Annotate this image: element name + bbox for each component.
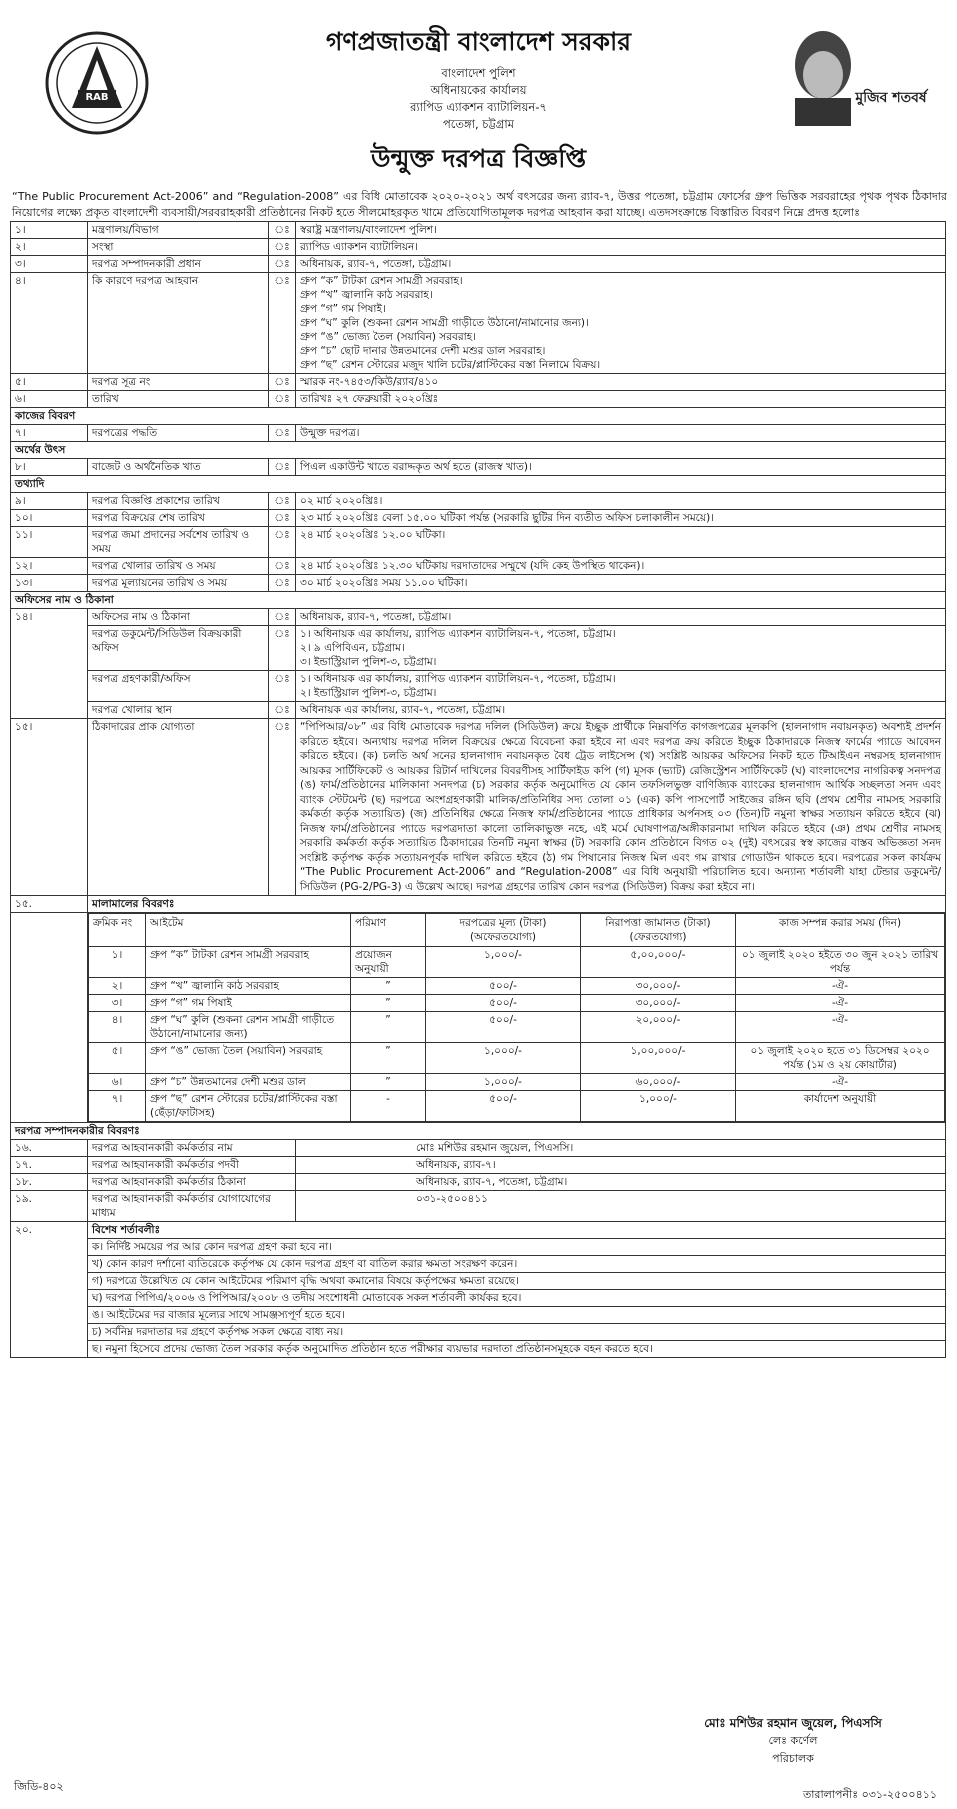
condition-row xyxy=(11,1341,946,1358)
row-label: দরপত্র সম্পাদনকারী প্রধান xyxy=(88,256,269,273)
row-number: ১২। xyxy=(11,558,88,575)
table-row xyxy=(11,609,946,626)
condition-item: গ) দরপত্রে উল্লেখিত যে কোন আইটেমের পরিমাণ বৃদ্ধি অথবা কমানোর বিষয়ে কর্তৃপক্ষের ক্ষমতা রয়েছে। xyxy=(88,1273,946,1290)
row-value xyxy=(296,671,946,702)
spacer xyxy=(11,913,88,1123)
row-number: ৬। xyxy=(11,391,88,408)
item-security: ২০,০০০/- xyxy=(581,1012,736,1043)
item-time: -ঐ- xyxy=(736,995,945,1012)
item-time: -ঐ- xyxy=(736,978,945,995)
item-row xyxy=(89,1074,945,1091)
colon: ঃ xyxy=(269,702,296,719)
row-number: ১৩। xyxy=(11,575,88,592)
row-value: ০২ মার্চ ২০২০খ্রিঃ। xyxy=(296,493,946,510)
header-line-battalion: র‍্যাপিড এ্যাকশন ব্যাটালিয়ন-৭ xyxy=(410,100,547,114)
row-value: স্বরাষ্ট্র মন্ত্রণালয়/বাংলাদেশ পুলিশ। xyxy=(296,222,946,239)
header-line-police: বাংলাদেশ পুলিশ xyxy=(441,66,516,80)
row-label: অফিসের নাম ও ঠিকানা xyxy=(88,609,269,626)
colon: ঃ xyxy=(269,273,296,374)
items-title: মালামালের বিবরণঃ xyxy=(88,896,946,913)
table-row xyxy=(11,256,946,273)
row-label: দরপত্র বিজ্ঞপ্তি প্রকাশের তারিখ xyxy=(88,493,269,510)
colon: ঃ xyxy=(269,626,296,671)
col-header: পরিমাণ xyxy=(351,914,426,947)
item-price: ৫০০/- xyxy=(426,995,581,1012)
row-number: ১৯. xyxy=(11,1191,88,1222)
table-row xyxy=(11,626,946,671)
table-row xyxy=(11,239,946,256)
row-value: তারিখঃ ২৭ ফেব্রুয়ারী ২০২০খ্রিঃ xyxy=(296,391,946,408)
header xyxy=(0,0,957,185)
condition-row xyxy=(11,1324,946,1341)
conditions-title: বিশেষ শর্তাবলীঃ xyxy=(88,1222,946,1239)
qualification-text: “পিপিআর/০৮” এর বিধি মোতাবেক দরপত্র দলিল (সিডিউল) ক্রয়ে ইচ্ছুক প্রার্থীকে নিম্নবর্ণিত কাগজপত্রের মূলকপি (হালনাগাদ নবায়নকৃত) অবশ্যই প্রদর্শন করিতে হইবে। অন্যথায় দরপত্র দলিল বিক্রয়ের ক্ষেত্রে বিবেচনা করা হইবে না এবং দরপত্র ক্রয় করিতে ইচ্ছুক ঠিকাদারকে নিজস্ব ফার্মের প্যাডে আবেদন করিতে হইবে। (ক) চলতি অর্থ সনের হালনাগাদ নবায়নকৃত বৈধ ট্রেড লাইসেন্স (খ) সংশ্লিষ্ট আয়কর অফিসের নিকট হতে টিআইএন নম্বরসহ হালনাগাদ আয়কর সার্টিফিকেট ও আয়কর রিটার্ন দাখিলের বিবরণীসহ সার্টিফাইড কপি (গ) মূসক (ভ্যাট) রেজিস্ট্রেশন সার্টিফিকেট (ঘ) বাংলাদেশের নাগরিকত্ব সনদপত্র (ঙ) ফার্ম/প্রতিষ্ঠানের মালিকানা সনদপত্র (চ) সরকার কর্তৃক অনুমোদিত যে কোন তফসিলভুক্ত বাণিজ্যিক ব্যাংকের হালনাগাদ আর্থিক সচ্ছলতা সনদ এবং ব্যাংক স্টেটমেন্ট (ছ) দরপত্রে অংশগ্রহণকারী মালিক/প্রতিনিধির সদ্য তোলা ০১ (এক) কপি পাসপোর্ট সাইজের রঙ্গিন ছবি (প্রথম শ্রেণীর নামসহ সরকারি কর্মকর্তা কর্তৃক সত্যায়িত) (জ) প্রতিনিধির ক্ষেত্রে নিজস্ব ফার্ম/প্রতিষ্ঠানের প্যাডে প্রাধিকার অর্পনসহ ০৩ (তিন)টি নমুনা স্বাক্ষর সত্যায়ন করিতে হইবে (ঝ) নিজস্ব ফার্ম/প্রতিষ্ঠানের প্যাডে দরপত্রদাতা কালো তালিকাভুক্ত নহে, এই মর্মে ঘোষণাপত্র/অঙ্গীকারনামা দাখিল করিতে হইবে (ঞ) প্রথম শ্রেণীর নামসহ সরকারি কর্মকর্তা কর্তৃক সত্যায়িত ঠিকাদারের তিনটি নমুনা স্বাক্ষর (ট) সরকারি কোন প্রতিষ্ঠানে বিগত ০২ (দুই) বৎসরের স্বস্ব কাজের বাস্তব অভিজ্ঞতা সনদ সংশ্লিষ্ট কর্তৃপক্ষ কর্তৃক সত্যায়নপূর্বক দাখিল করিতে হইবে (ঠ) গম পিষানোর নিজস্ব মিল এবং গম রাখার গোডাউন থাকতে হবে। দরপত্রের সকল কার্যক্রম “The Public Procurement Act-2006” and “Regulation-2008” এর বিধি অনুযায়ী পরিচালিত হবে। অন্যান্য শর্তাবলী যাহা টেন্ডার ডকুমেন্ট/সিডিউল (PG-2/PG-3) এ উল্লেখ আছে। দরপত্র গ্রহণের তারিখ কোন দরপত্র (সিডিউল) বিক্রয় করা হইবে না। xyxy=(296,719,946,896)
item-name: গ্রুপ “ক” টাটকা রেশন সামগ্রী সরবরাহ xyxy=(146,947,351,978)
row-label: দরপত্র আহবানকারী কর্মকর্তার ঠিকানা xyxy=(88,1174,296,1191)
row-number: ৪। xyxy=(11,273,88,374)
item-name: গ্রুপ “ঙ” ভোজ্য তৈল (সয়াবিন) সরবরাহ xyxy=(146,1043,351,1074)
svg-text:RAB: RAB xyxy=(85,92,109,103)
table-row xyxy=(11,575,946,592)
colon: ঃ xyxy=(269,527,296,558)
details-table xyxy=(10,221,946,1358)
item-price: ৫০০/- xyxy=(426,1012,581,1043)
table-row xyxy=(11,896,946,913)
item-row xyxy=(89,978,945,995)
office-item: ২। ৯ এপিবিএন, চট্টগ্রাম। xyxy=(300,642,405,654)
row-number: ৭। xyxy=(11,425,88,442)
row-label: কি কারণে দরপত্র আহবান xyxy=(88,273,269,374)
row-label: দরপত্র আহবানকারী কর্মকর্তার পদবী xyxy=(88,1157,296,1174)
item-row xyxy=(89,1091,945,1122)
row-label: মন্ত্রণালয়/বিভাগ xyxy=(88,222,269,239)
row-number: ১০। xyxy=(11,510,88,527)
row-label: ঠিকাদারের প্রাক যোগ্যতা xyxy=(88,719,269,896)
table-row xyxy=(11,1222,946,1239)
condition-item: ঙ। আইটেমের দর বাজার মূল্যের সাথে সামঞ্জস্যপূর্ণ হতে হবে। xyxy=(88,1307,946,1324)
groups-list xyxy=(296,273,946,374)
colon: ঃ xyxy=(269,609,296,626)
col-header: কাজ সম্পন্ন করার সময় (দিন) xyxy=(736,914,945,947)
row-number: ১৮. xyxy=(11,1174,88,1191)
condition-item: খ) কোন কারণ দর্শানো ব্যতিরেকে কর্তৃপক্ষ যে কোন দরপত্র গ্রহণ বা বাতিল করার ক্ষমতা সংরক্ষণ করেন। xyxy=(88,1256,946,1273)
item-time: ০১ জুলাই ২০২০ হইতে ৩০ জুন ২০২১ তারিখ পর্যন্ত xyxy=(736,947,945,978)
signatory-designation: পরিচালক xyxy=(772,1752,814,1765)
item-security: ৩০,০০০/- xyxy=(581,978,736,995)
phone-number: তারালাপনীঃ ০৩১-২৫০০৪১১ xyxy=(802,1788,937,1801)
item-sl: ৪। xyxy=(89,1012,146,1043)
notice-title: উন্মুক্ত দরপত্র বিজ্ঞপ্তি xyxy=(370,144,586,173)
item-security: ১,০০,০০০/- xyxy=(581,1043,736,1074)
row-number: ১৭. xyxy=(11,1157,88,1174)
colon: ঃ xyxy=(269,671,296,702)
row-label: দরপত্র সূত্র নং xyxy=(88,374,269,391)
row-value: ৩০ মার্চ ২০২০খ্রিঃ সময় ১১.০০ ঘটিকা। xyxy=(296,575,946,592)
section-heading: দরপত্র সম্পাদনকারীর বিবরণঃ xyxy=(11,1123,946,1140)
item-qty: - xyxy=(351,1091,426,1122)
colon: ঃ xyxy=(269,256,296,273)
colon: ঃ xyxy=(269,575,296,592)
item-sl: ২। xyxy=(89,978,146,995)
colon: ঃ xyxy=(269,239,296,256)
item-security: ৫,০০,০০০/- xyxy=(581,947,736,978)
row-label: দরপত্র খোলার স্থান xyxy=(88,702,269,719)
signatory-name: মোঃ মশিউর রহমান জুয়েল, পিএসসি xyxy=(704,1716,882,1730)
table-row xyxy=(11,459,946,476)
row-label: দরপত্র ডকুমেন্ট/সিডিউল বিক্রয়কারী অফিস xyxy=(88,626,269,671)
items-header xyxy=(89,914,945,947)
signatory-rank: লেঃ কর্ণেল xyxy=(768,1734,818,1747)
item-security: ৬০,০০০/- xyxy=(581,1074,736,1091)
item-sl: ৩। xyxy=(89,995,146,1012)
table-row xyxy=(11,1174,946,1191)
table-row xyxy=(11,374,946,391)
group-item: গ্রুপ “ক” টাটকা রেশন সামগ্রী সরবরাহ। xyxy=(300,275,463,287)
item-time: ০১ জুলাই ২০২০ হতে ৩১ ডিসেম্বর ২০২০ পর্যন্ত (১ম ও ২য় কোয়ার্টার) xyxy=(736,1043,945,1074)
table-row xyxy=(11,391,946,408)
item-price: ১,০০০/- xyxy=(426,1074,581,1091)
condition-item: ছ। নমুনা হিসেবে প্রদেয় ভোজ্য তৈল সরকার কর্তৃক অনুমোদিত প্রতিষ্ঠান হতে পরীক্ষার ব্যয়ভার দরদাতা প্রতিষ্ঠানসমূহকে বহন করতে হবে। xyxy=(88,1341,946,1358)
item-row xyxy=(89,947,945,978)
table-row xyxy=(11,1191,946,1222)
row-value xyxy=(296,626,946,671)
table-row xyxy=(11,527,946,558)
item-price: ৫০০/- xyxy=(426,1091,581,1122)
colon: ঃ xyxy=(269,493,296,510)
item-price: ১,০০০/- xyxy=(426,1043,581,1074)
intro-paragraph: “The Public Procurement Act-2006” and “Regulation-2008” এর বিধি মোতাবেক ২০২০-২০২১ অর্থ বৎসরের জন্য র‍্যাব-৭, উত্তর পতেঙ্গা, চট্টগ্রাম ফোর্সের গ্রুপ ভিত্তিক সরবরাহের পৃথক পৃথক ঠিকাদার নিয়োগের লক্ষ্যে প্রকৃত বাংলাদেশী ব্যবসায়ী/সরবরাহকারী প্রতিষ্ঠানের নিকট হতে সীলমোহরকৃত খামে প্রতিযোগিতামূলক দরপত্র আহবান করা যাচ্ছে। এতদসংক্রান্তে বিস্তারিত বিবরণ নিম্নে প্রদত্ত হলোঃ xyxy=(12,190,947,219)
svg-text:মুজিব শতবর্ষ: মুজিব শতবর্ষ xyxy=(855,90,927,106)
row-value: ২৪ মার্চ ২০২০খ্রিঃ ১২.৩০ ঘটিকায় দরদাতাদের সম্মুখে (যদি কেহ উপস্থিত থাকেন)। xyxy=(296,558,946,575)
item-qty: ” xyxy=(351,1012,426,1043)
condition-item: চ) সর্বনিম্ন দরদাতার দর গ্রহণে কর্তৃপক্ষ সকল ক্ষেত্রে বাধ্য নয়। xyxy=(88,1324,946,1341)
row-value: মোঃ মশিউর রহমান জুয়েল, পিএসসি। xyxy=(296,1140,946,1157)
table-row xyxy=(11,425,946,442)
row-label: দরপত্র খোলার তারিখ ও সময় xyxy=(88,558,269,575)
header-line-office: অধিনায়কের কার্যালয় xyxy=(430,83,527,97)
item-qty: ” xyxy=(351,1074,426,1091)
section-heading: তথ্যাদি xyxy=(11,476,946,493)
condition-row xyxy=(11,1256,946,1273)
office-item: ১। অধিনায়ক এর কার্যালয়, র‍্যাপিড এ্যাকশন ব্যাটালিয়ন-৭, পতেঙ্গা, চট্টগ্রাম। xyxy=(300,628,616,640)
colon: ঃ xyxy=(269,222,296,239)
row-number: ১১। xyxy=(11,527,88,558)
item-time: -ঐ- xyxy=(736,1074,945,1091)
item-time: -ঐ- xyxy=(736,1012,945,1043)
row-number: ৩। xyxy=(11,256,88,273)
colon: ঃ xyxy=(269,719,296,896)
table-row xyxy=(11,719,946,896)
row-number: ১৫। xyxy=(11,719,88,896)
item-name: গ্রুপ “গ” গম পিষাই xyxy=(146,995,351,1012)
item-price: ৫০০/- xyxy=(426,978,581,995)
table-row xyxy=(11,671,946,702)
row-value: অধিনায়ক, র‍্যাব-৭, পতেঙ্গা, চট্টগ্রাম। xyxy=(296,256,946,273)
group-item: গ্রুপ “খ” জ্বালানি কাঠ সরবরাহ। xyxy=(300,289,433,301)
group-item: গ্রুপ “চ” ছোট দানার উন্নতমানের দেশী মশুর ডাল সরবরাহ। xyxy=(300,345,546,357)
item-name: গ্রুপ “চ” উন্নতমানের দেশী মশুর ডাল xyxy=(146,1074,351,1091)
colon: ঃ xyxy=(269,391,296,408)
mujib-borsho-logo xyxy=(773,20,933,130)
item-time: কার্যাদেশ অনুযায়ী xyxy=(736,1091,945,1122)
table-row xyxy=(11,273,946,374)
office-item: ৩। ইন্ডাস্ট্রিয়াল পুলিশ-৩, চট্টগ্রাম। xyxy=(300,656,437,668)
colon: ঃ xyxy=(269,510,296,527)
row-value: উন্মুক্ত দরপত্র। xyxy=(296,425,946,442)
row-value: ০৩১-২৫০০৪১১ xyxy=(296,1191,946,1222)
group-item: গ্রুপ “ঘ” কুলি (শুকনা রেশন সামগ্রী গাড়ীতে উঠানো/নামানোর জন্য)। xyxy=(300,317,589,329)
row-number: ২। xyxy=(11,239,88,256)
gd-code: জিডি-৪০২ xyxy=(14,1780,64,1793)
item-row xyxy=(89,1012,945,1043)
item-price: ১,০০০/- xyxy=(426,947,581,978)
rab-logo xyxy=(42,28,152,138)
col-header: আইটেম xyxy=(146,914,351,947)
row-number: ১৫. xyxy=(11,896,88,913)
colon: ঃ xyxy=(269,558,296,575)
item-qty: ” xyxy=(351,978,426,995)
row-number: ৮। xyxy=(11,459,88,476)
item-security: ৩০,০০০/- xyxy=(581,995,736,1012)
row-label: দরপত্র বিক্রয়ের শেষ তারিখ xyxy=(88,510,269,527)
items-row xyxy=(11,913,946,1123)
item-sl: ৫। xyxy=(89,1043,146,1074)
row-label: দরপত্র আহবানকারী কর্মকর্তার নাম xyxy=(88,1140,296,1157)
row-number: ১। xyxy=(11,222,88,239)
table-row xyxy=(11,493,946,510)
condition-row xyxy=(11,1290,946,1307)
group-item: গ্রুপ “ছ” রেশন স্টোরের মজুদ খালি চটের/প্লাস্টিকের বস্তা নিলামে বিক্রয়। xyxy=(300,359,601,371)
header-line-location: পতেঙ্গা, চট্টগ্রাম xyxy=(442,117,515,131)
row-label: দরপত্র গ্রহণকারী/অফিস xyxy=(88,671,269,702)
group-item: গ্রুপ “ঙ” ভোজ্য তৈল (সয়াবিন) সরবরাহ। xyxy=(300,331,476,343)
items-table xyxy=(88,913,945,1122)
section-heading: কাজের বিবরণ xyxy=(11,408,946,425)
row-value: স্মারক নং-৭৪৫৩/কিউ/র‍্যাব/৪১০ xyxy=(296,374,946,391)
item-sl: ১। xyxy=(89,947,146,978)
row-label: বাজেট ও অর্থনৈতিক খাত xyxy=(88,459,269,476)
row-value: পিএল একাউন্ট খাতে বরাদ্দকৃত অর্থ হতে (রাজস্ব খাত)। xyxy=(296,459,946,476)
col-header: ক্রমিক নং xyxy=(89,914,146,947)
section-heading: অফিসের নাম ও ঠিকানা xyxy=(11,592,946,609)
row-value: অধিনায়ক, র‍্যাব-৭, পতেঙ্গা, চট্টগ্রাম। xyxy=(296,609,946,626)
condition-row xyxy=(11,1239,946,1256)
signature-block xyxy=(663,1714,923,1768)
colon: ঃ xyxy=(269,374,296,391)
item-name: গ্রুপ “ঘ” কুলি (শুকনা রেশন সামগ্রী গাড়ীতে উঠানো/নামানোর জন্য) xyxy=(146,1012,351,1043)
row-label: তারিখ xyxy=(88,391,269,408)
row-label: দরপত্রের পদ্ধতি xyxy=(88,425,269,442)
condition-item: ঘ) দরপত্র পিপিএ/২০০৬ ও পিপিআর/২০০৮ ও তদীয় সংশোধনী মোতাবেক সকল শর্তাবলী কার্যকর হবে। xyxy=(88,1290,946,1307)
row-value: র‍্যাপিড এ্যাকশন ব্যাটালিয়ন। xyxy=(296,239,946,256)
condition-row xyxy=(11,1307,946,1324)
row-number: ৯। xyxy=(11,493,88,510)
row-number: ৫। xyxy=(11,374,88,391)
table-row xyxy=(11,1140,946,1157)
item-name: গ্রুপ “খ” জ্বালানি কাঠ সরবরাহ xyxy=(146,978,351,995)
table-row xyxy=(11,222,946,239)
row-label: দরপত্র আহবানকারী কর্মকর্তার যোগাযোগের মাধ্যম xyxy=(88,1191,296,1222)
row-label: দরপত্র জমা প্রদানের সর্বশেষ তারিখ ও সময় xyxy=(88,527,269,558)
table-row xyxy=(11,558,946,575)
table-row xyxy=(11,510,946,527)
row-value: অধিনায়ক এর কার্যালয়, র‍্যাব-৭, পতেঙ্গা, চট্টগ্রাম। xyxy=(296,702,946,719)
colon: ঃ xyxy=(269,425,296,442)
row-number: ১৬. xyxy=(11,1140,88,1157)
items-container xyxy=(88,913,946,1123)
row-value: অধিনায়ক, র‍্যাব-৭, পতেঙ্গা, চট্টগ্রাম। xyxy=(296,1174,946,1191)
government-heading: গণপ্রজাতন্ত্রী বাংলাদেশ সরকার xyxy=(326,27,631,56)
table-row xyxy=(11,1157,946,1174)
row-value: ২৪ মার্চ ২০২০খ্রিঃ ১২.০০ ঘটিকা। xyxy=(296,527,946,558)
col-header: দরপত্রের মূল্য (টাকা) (অফেরতযোগ্য) xyxy=(426,914,581,947)
office-item: ১। অধিনায়ক এর কার্যালয়, র‍্যাপিড এ্যাকশন ব্যাটালিয়ন-৭, পতেঙ্গা, চট্টগ্রাম। xyxy=(300,673,616,685)
group-item: গ্রুপ “গ” গম পিষাই। xyxy=(300,303,386,315)
item-row xyxy=(89,995,945,1012)
col-header: নিরাপত্তা জামানত (টাকা) (ফেরতযোগ্য) xyxy=(581,914,736,947)
row-label: দরপত্র মূল্যায়নের তারিখ ও সময় xyxy=(88,575,269,592)
condition-item: ক। নির্দিষ্ট সময়ের পর আর কোন দরপত্র গ্রহণ করা হবে না। xyxy=(88,1239,946,1256)
row-number: ১৪। xyxy=(11,609,88,719)
item-sl: ৬। xyxy=(89,1074,146,1091)
row-number: ২০. xyxy=(11,1222,88,1358)
item-security: ১,০০০/- xyxy=(581,1091,736,1122)
item-qty: ” xyxy=(351,1043,426,1074)
item-sl: ৭। xyxy=(89,1091,146,1122)
item-qty: প্রয়োজন অনুযায়ী xyxy=(351,947,426,978)
table-row xyxy=(11,702,946,719)
row-label: সংস্থা xyxy=(88,239,269,256)
section-heading: অর্থের উৎস xyxy=(11,442,946,459)
row-value: ২৩ মার্চ ২০২০খ্রিঃ বেলা ১৫.০০ ঘটিকা পর্যন্ত (সরকারি ছুটির দিন ব্যতীত অফিস চলাকালীন সময়ে)। xyxy=(296,510,946,527)
condition-row xyxy=(11,1273,946,1290)
row-value: অধিনায়ক, র‍্যাব-৭। xyxy=(296,1157,946,1174)
item-qty: ” xyxy=(351,995,426,1012)
item-name: গ্রুপ “ছ” রেশন স্টোরের চটের/প্লাস্টিকের বস্তা (ছেঁড়া/ফাটাসহ) xyxy=(146,1091,351,1122)
office-item: ২। ইন্ডাস্ট্রিয়াল পুলিশ-৩, চট্টগ্রাম। xyxy=(300,687,437,699)
item-row xyxy=(89,1043,945,1074)
colon: ঃ xyxy=(269,459,296,476)
